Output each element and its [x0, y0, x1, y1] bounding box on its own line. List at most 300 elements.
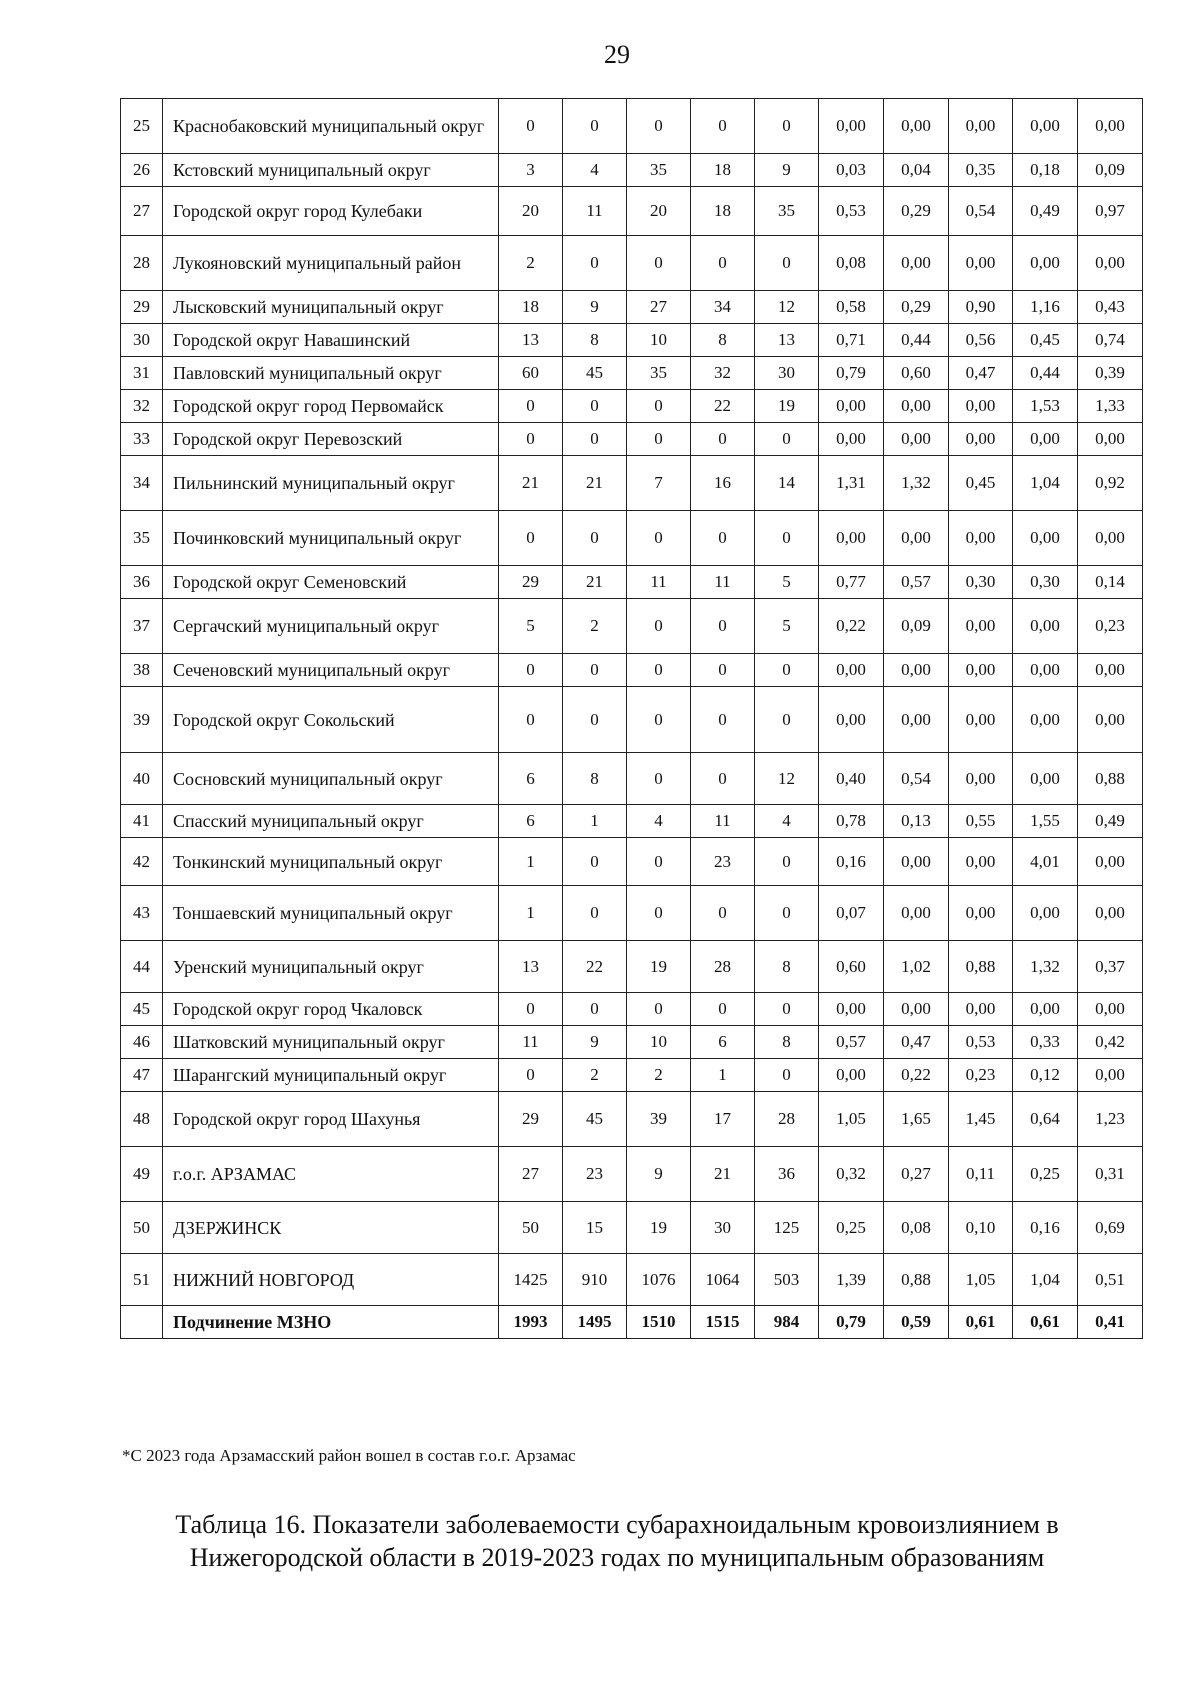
- incidence-rate-cell: 0,33: [1013, 1026, 1078, 1059]
- incidence-rate-cell: 0,53: [819, 187, 884, 236]
- page-number: 29: [604, 40, 630, 69]
- incidence-rate-cell: 0,00: [1078, 99, 1143, 154]
- case-count-cell: 23: [691, 838, 755, 886]
- municipality-name: Городской округ Перевозский: [163, 423, 499, 456]
- case-count-cell: 0: [755, 687, 819, 753]
- incidence-rate-cell: 0,40: [819, 753, 884, 805]
- table-row: [121, 423, 1143, 456]
- case-count-cell: 503: [755, 1254, 819, 1306]
- incidence-rate-cell: 0,00: [949, 423, 1013, 456]
- incidence-rate-cell: 0,07: [819, 886, 884, 941]
- case-count-cell: 0: [563, 236, 627, 291]
- incidence-rate-cell: 0,00: [1078, 236, 1143, 291]
- case-count-cell: 910: [563, 1254, 627, 1306]
- case-count-cell: 1: [563, 805, 627, 838]
- case-count-cell: 0: [499, 511, 563, 566]
- case-count-cell: 45: [563, 1092, 627, 1147]
- row-number: 37: [121, 599, 163, 654]
- incidence-rate-cell: 0,00: [1013, 654, 1078, 687]
- incidence-rate-cell: 0,30: [1013, 566, 1078, 599]
- incidence-rate-cell: 0,44: [884, 324, 949, 357]
- incidence-rate-cell: 0,41: [1078, 1306, 1143, 1339]
- case-count-cell: 36: [755, 1147, 819, 1202]
- case-count-cell: 0: [755, 993, 819, 1026]
- case-count-cell: 0: [563, 654, 627, 687]
- table-row: [121, 654, 1143, 687]
- case-count-cell: 1076: [627, 1254, 691, 1306]
- case-count-cell: 34: [691, 291, 755, 324]
- table-row: [121, 687, 1143, 753]
- case-count-cell: 18: [499, 291, 563, 324]
- case-count-cell: 9: [563, 291, 627, 324]
- incidence-rate-cell: 1,53: [1013, 390, 1078, 423]
- row-number: 29: [121, 291, 163, 324]
- row-number: 42: [121, 838, 163, 886]
- incidence-rate-cell: 0,71: [819, 324, 884, 357]
- incidence-rate-cell: 0,54: [884, 753, 949, 805]
- incidence-rate-cell: 0,00: [949, 687, 1013, 753]
- case-count-cell: 0: [627, 423, 691, 456]
- case-count-cell: 0: [499, 1059, 563, 1092]
- row-number: 50: [121, 1202, 163, 1254]
- table-row: [121, 993, 1143, 1026]
- row-number: 48: [121, 1092, 163, 1147]
- incidence-rate-cell: 0,00: [1013, 423, 1078, 456]
- case-count-cell: 0: [691, 687, 755, 753]
- row-number: 40: [121, 753, 163, 805]
- incidence-rate-cell: 0,18: [1013, 154, 1078, 187]
- row-number: 39: [121, 687, 163, 753]
- incidence-rate-cell: 0,22: [819, 599, 884, 654]
- case-count-cell: 1993: [499, 1306, 563, 1339]
- case-count-cell: 13: [499, 941, 563, 993]
- incidence-rate-cell: 0,00: [1013, 993, 1078, 1026]
- incidence-rate-cell: 0,00: [1013, 687, 1078, 753]
- case-count-cell: 14: [755, 456, 819, 511]
- case-count-cell: 4: [627, 805, 691, 838]
- incidence-rate-cell: 0,00: [1013, 511, 1078, 566]
- case-count-cell: 21: [499, 456, 563, 511]
- case-count-cell: 0: [691, 654, 755, 687]
- case-count-cell: 0: [563, 511, 627, 566]
- table-row: [121, 511, 1143, 566]
- incidence-rate-cell: 0,00: [1078, 687, 1143, 753]
- incidence-rate-cell: 0,00: [949, 99, 1013, 154]
- case-count-cell: 1: [499, 838, 563, 886]
- case-count-cell: 2: [563, 599, 627, 654]
- case-count-cell: 45: [563, 357, 627, 390]
- incidence-rate-cell: 0,00: [949, 654, 1013, 687]
- incidence-rate-cell: 0,00: [884, 687, 949, 753]
- table-row: [121, 599, 1143, 654]
- case-count-cell: 4: [563, 154, 627, 187]
- case-count-cell: 1064: [691, 1254, 755, 1306]
- case-count-cell: 0: [627, 886, 691, 941]
- incidence-rate-cell: 0,00: [884, 654, 949, 687]
- case-count-cell: 9: [627, 1147, 691, 1202]
- incidence-rate-cell: 1,33: [1078, 390, 1143, 423]
- case-count-cell: 0: [627, 236, 691, 291]
- incidence-rate-cell: 0,22: [884, 1059, 949, 1092]
- row-number: 45: [121, 993, 163, 1026]
- municipality-name: Подчинение МЗНО: [163, 1306, 499, 1339]
- case-count-cell: 12: [755, 753, 819, 805]
- row-number: 38: [121, 654, 163, 687]
- table-row: [121, 99, 1143, 154]
- incidence-rate-cell: 1,16: [1013, 291, 1078, 324]
- case-count-cell: 0: [691, 599, 755, 654]
- case-count-cell: 11: [691, 805, 755, 838]
- incidence-rate-cell: 0,00: [819, 423, 884, 456]
- case-count-cell: 0: [627, 654, 691, 687]
- incidence-rate-cell: 0,56: [949, 324, 1013, 357]
- case-count-cell: 1: [499, 886, 563, 941]
- table-row: [121, 1026, 1143, 1059]
- incidence-rate-cell: 0,35: [949, 154, 1013, 187]
- caption-line-2: Нижегородской области в 2019-2023 годах по муниципальным образованиям: [189, 1543, 1045, 1572]
- row-number: 30: [121, 324, 163, 357]
- incidence-rate-cell: 0,29: [884, 187, 949, 236]
- municipality-name: Кстовский муниципальный округ: [163, 154, 499, 187]
- incidence-rate-cell: 0,04: [884, 154, 949, 187]
- case-count-cell: 12: [755, 291, 819, 324]
- incidence-rate-cell: 0,88: [949, 941, 1013, 993]
- municipality-name: Городской округ город Первомайск: [163, 390, 499, 423]
- table-row: [121, 187, 1143, 236]
- municipality-name: Починковский муниципальный округ: [163, 511, 499, 566]
- case-count-cell: 1495: [563, 1306, 627, 1339]
- incidence-rate-cell: 0,88: [884, 1254, 949, 1306]
- row-number: 34: [121, 456, 163, 511]
- row-number: 35: [121, 511, 163, 566]
- row-number: 32: [121, 390, 163, 423]
- row-number: 36: [121, 566, 163, 599]
- municipality-name: Сосновский муниципальный округ: [163, 753, 499, 805]
- case-count-cell: 0: [755, 838, 819, 886]
- incidence-rate-cell: 0,10: [949, 1202, 1013, 1254]
- incidence-rate-cell: 0,92: [1078, 456, 1143, 511]
- incidence-rate-cell: 0,42: [1078, 1026, 1143, 1059]
- row-number: 47: [121, 1059, 163, 1092]
- incidence-rate-cell: 0,43: [1078, 291, 1143, 324]
- incidence-rate-cell: 0,00: [1013, 236, 1078, 291]
- incidence-rate-cell: 0,47: [949, 357, 1013, 390]
- incidence-rate-cell: 0,00: [1013, 99, 1078, 154]
- incidence-rate-cell: 0,79: [819, 1306, 884, 1339]
- case-count-cell: 0: [627, 99, 691, 154]
- case-count-cell: 22: [563, 941, 627, 993]
- case-count-cell: 6: [691, 1026, 755, 1059]
- incidence-rate-cell: 0,59: [884, 1306, 949, 1339]
- incidence-rate-cell: 0,55: [949, 805, 1013, 838]
- incidence-rate-cell: 0,00: [884, 993, 949, 1026]
- case-count-cell: 984: [755, 1306, 819, 1339]
- case-count-cell: 8: [755, 1026, 819, 1059]
- caption-line-1: Таблица 16. Показатели заболеваемости субарахноидальным кровоизлиянием в: [175, 1510, 1059, 1539]
- case-count-cell: 0: [499, 423, 563, 456]
- table-row: [121, 753, 1143, 805]
- incidence-rate-cell: 0,00: [819, 654, 884, 687]
- case-count-cell: 21: [563, 566, 627, 599]
- case-count-cell: 29: [499, 566, 563, 599]
- case-count-cell: 8: [563, 324, 627, 357]
- municipality-name: Сергачский муниципальный округ: [163, 599, 499, 654]
- case-count-cell: 0: [755, 236, 819, 291]
- footnote: *С 2023 года Арзамасский район вошел в состав г.о.г. Арзамас: [122, 1446, 576, 1465]
- incidence-rate-cell: 0,11: [949, 1147, 1013, 1202]
- incidence-rate-cell: 0,39: [1078, 357, 1143, 390]
- incidence-rate-cell: 1,55: [1013, 805, 1078, 838]
- case-count-cell: 0: [563, 99, 627, 154]
- incidence-rate-cell: 0,00: [1078, 886, 1143, 941]
- municipality-name: ДЗЕРЖИНСК: [163, 1202, 499, 1254]
- case-count-cell: 21: [691, 1147, 755, 1202]
- case-count-cell: 0: [499, 654, 563, 687]
- case-count-cell: 39: [627, 1092, 691, 1147]
- case-count-cell: 0: [627, 511, 691, 566]
- case-count-cell: 3: [499, 154, 563, 187]
- incidence-rate-cell: 0,25: [1013, 1147, 1078, 1202]
- incidence-rate-cell: 0,00: [949, 838, 1013, 886]
- case-count-cell: 0: [627, 838, 691, 886]
- incidence-rate-cell: 0,00: [1078, 1059, 1143, 1092]
- incidence-rate-cell: 0,12: [1013, 1059, 1078, 1092]
- incidence-rate-cell: 1,32: [1013, 941, 1078, 993]
- case-count-cell: 0: [691, 753, 755, 805]
- incidence-rate-cell: 0,90: [949, 291, 1013, 324]
- row-number: 41: [121, 805, 163, 838]
- row-number: 33: [121, 423, 163, 456]
- incidence-rate-cell: 0,29: [884, 291, 949, 324]
- incidence-rate-cell: 0,60: [884, 357, 949, 390]
- incidence-rate-cell: 0,00: [949, 599, 1013, 654]
- municipality-name: Шатковский муниципальный округ: [163, 1026, 499, 1059]
- incidence-rate-cell: 0,00: [1013, 599, 1078, 654]
- incidence-rate-cell: 0,13: [884, 805, 949, 838]
- incidence-rate-cell: 1,02: [884, 941, 949, 993]
- case-count-cell: 0: [499, 687, 563, 753]
- incidence-rate-cell: 0,00: [1078, 654, 1143, 687]
- incidence-rate-cell: 0,53: [949, 1026, 1013, 1059]
- municipality-name: Городской округ город Чкаловск: [163, 993, 499, 1026]
- incidence-rate-cell: 0,49: [1078, 805, 1143, 838]
- municipality-name: Тонкинский муниципальный округ: [163, 838, 499, 886]
- case-count-cell: 19: [755, 390, 819, 423]
- municipality-name: Лукояновский муниципальный район: [163, 236, 499, 291]
- case-count-cell: 2: [563, 1059, 627, 1092]
- incidence-rate-cell: 0,00: [949, 993, 1013, 1026]
- row-number: 43: [121, 886, 163, 941]
- incidence-rate-cell: 4,01: [1013, 838, 1078, 886]
- table-row: [121, 1254, 1143, 1306]
- case-count-cell: 8: [691, 324, 755, 357]
- case-count-cell: 35: [755, 187, 819, 236]
- incidence-rate-cell: 0,61: [949, 1306, 1013, 1339]
- case-count-cell: 5: [499, 599, 563, 654]
- case-count-cell: 0: [563, 390, 627, 423]
- incidence-rate-cell: 0,00: [949, 390, 1013, 423]
- case-count-cell: 27: [499, 1147, 563, 1202]
- case-count-cell: 11: [499, 1026, 563, 1059]
- case-count-cell: 0: [627, 687, 691, 753]
- case-count-cell: 0: [755, 511, 819, 566]
- case-count-cell: 0: [563, 423, 627, 456]
- incidence-rate-cell: 0,32: [819, 1147, 884, 1202]
- incidence-rate-cell: 0,00: [884, 511, 949, 566]
- case-count-cell: 19: [627, 941, 691, 993]
- case-count-cell: 13: [499, 324, 563, 357]
- incidence-rate-cell: 0,00: [1078, 511, 1143, 566]
- incidence-rate-cell: 0,00: [884, 236, 949, 291]
- case-count-cell: 8: [563, 753, 627, 805]
- incidence-rate-cell: 0,00: [819, 390, 884, 423]
- table-row: [121, 886, 1143, 941]
- municipality-name: г.о.г. АРЗАМАС: [163, 1147, 499, 1202]
- incidence-rate-cell: 1,32: [884, 456, 949, 511]
- municipality-name: Городской округ Сокольский: [163, 687, 499, 753]
- incidence-rate-cell: 0,58: [819, 291, 884, 324]
- incidence-rate-cell: 0,60: [819, 941, 884, 993]
- incidence-rate-cell: 0,51: [1078, 1254, 1143, 1306]
- case-count-cell: 0: [691, 886, 755, 941]
- incidence-rate-cell: 1,05: [949, 1254, 1013, 1306]
- incidence-rate-cell: 1,45: [949, 1092, 1013, 1147]
- incidence-rate-cell: 1,04: [1013, 1254, 1078, 1306]
- incidence-rate-cell: 0,78: [819, 805, 884, 838]
- row-number: [121, 1306, 163, 1339]
- incidence-rate-cell: 0,49: [1013, 187, 1078, 236]
- table-row: [121, 456, 1143, 511]
- municipality-name: Краснобаковский муниципальный округ: [163, 99, 499, 154]
- row-number: 44: [121, 941, 163, 993]
- case-count-cell: 1510: [627, 1306, 691, 1339]
- case-count-cell: 10: [627, 324, 691, 357]
- case-count-cell: 8: [755, 941, 819, 993]
- row-number: 46: [121, 1026, 163, 1059]
- case-count-cell: 125: [755, 1202, 819, 1254]
- case-count-cell: 6: [499, 805, 563, 838]
- case-count-cell: 29: [499, 1092, 563, 1147]
- case-count-cell: 0: [499, 993, 563, 1026]
- incidence-rate-cell: 0,88: [1078, 753, 1143, 805]
- case-count-cell: 0: [755, 1059, 819, 1092]
- incidence-rate-cell: 0,00: [819, 993, 884, 1026]
- table-row: [121, 1059, 1143, 1092]
- table-row: [121, 390, 1143, 423]
- row-number: 51: [121, 1254, 163, 1306]
- table-row: [121, 941, 1143, 993]
- row-number: 25: [121, 99, 163, 154]
- municipality-name: Городской округ Навашинский: [163, 324, 499, 357]
- case-count-cell: 0: [499, 390, 563, 423]
- incidence-rate-cell: 0,00: [949, 886, 1013, 941]
- municipality-name: Шарангский муниципальный округ: [163, 1059, 499, 1092]
- incidence-rate-cell: 0,47: [884, 1026, 949, 1059]
- row-number: 26: [121, 154, 163, 187]
- incidence-rate-cell: 0,00: [884, 390, 949, 423]
- table-row: [121, 805, 1143, 838]
- case-count-cell: 13: [755, 324, 819, 357]
- case-count-cell: 0: [563, 687, 627, 753]
- incidence-rate-cell: 0,57: [884, 566, 949, 599]
- case-count-cell: 0: [563, 886, 627, 941]
- incidence-rate-cell: 0,00: [949, 236, 1013, 291]
- table-caption: [100, 1508, 1134, 1574]
- case-count-cell: 0: [627, 390, 691, 423]
- incidence-rate-cell: 0,00: [949, 511, 1013, 566]
- case-count-cell: 23: [563, 1147, 627, 1202]
- incidence-rate-cell: 0,27: [884, 1147, 949, 1202]
- incidence-rate-cell: 0,44: [1013, 357, 1078, 390]
- table-row: [121, 1147, 1143, 1202]
- case-count-cell: 21: [563, 456, 627, 511]
- incidence-rate-cell: 0,23: [949, 1059, 1013, 1092]
- case-count-cell: 18: [691, 187, 755, 236]
- case-count-cell: 0: [563, 993, 627, 1026]
- municipality-name: Сеченовский муниципальный округ: [163, 654, 499, 687]
- case-count-cell: 11: [691, 566, 755, 599]
- incidence-rate-cell: 0,00: [819, 1059, 884, 1092]
- case-count-cell: 0: [691, 99, 755, 154]
- case-count-cell: 60: [499, 357, 563, 390]
- municipality-name: НИЖНИЙ НОВГОРОД: [163, 1254, 499, 1306]
- incidence-rate-cell: 0,16: [1013, 1202, 1078, 1254]
- incidence-rate-cell: 0,77: [819, 566, 884, 599]
- case-count-cell: 50: [499, 1202, 563, 1254]
- case-count-cell: 11: [627, 566, 691, 599]
- case-count-cell: 30: [691, 1202, 755, 1254]
- row-number: 49: [121, 1147, 163, 1202]
- case-count-cell: 0: [627, 753, 691, 805]
- case-count-cell: 5: [755, 599, 819, 654]
- incidence-rate-cell: 0,00: [1078, 423, 1143, 456]
- case-count-cell: 28: [691, 941, 755, 993]
- municipality-name: Уренский муниципальный округ: [163, 941, 499, 993]
- municipality-name: Городской округ город Кулебаки: [163, 187, 499, 236]
- case-count-cell: 7: [627, 456, 691, 511]
- incidence-rate-cell: 1,23: [1078, 1092, 1143, 1147]
- incidence-rate-cell: 0,61: [1013, 1306, 1078, 1339]
- incidence-rate-cell: 0,09: [1078, 154, 1143, 187]
- table-body: [121, 99, 1143, 1339]
- case-count-cell: 0: [627, 993, 691, 1026]
- case-count-cell: 0: [499, 99, 563, 154]
- incidence-rate-cell: 0,69: [1078, 1202, 1143, 1254]
- case-count-cell: 10: [627, 1026, 691, 1059]
- incidence-rate-cell: 0,08: [819, 236, 884, 291]
- incidence-rate-cell: 0,23: [1078, 599, 1143, 654]
- case-count-cell: 20: [499, 187, 563, 236]
- table-row: [121, 154, 1143, 187]
- row-number: 27: [121, 187, 163, 236]
- case-count-cell: 6: [499, 753, 563, 805]
- case-count-cell: 0: [755, 654, 819, 687]
- table-row: [121, 1092, 1143, 1147]
- row-number: 28: [121, 236, 163, 291]
- case-count-cell: 32: [691, 357, 755, 390]
- incidence-rate-cell: 0,00: [819, 99, 884, 154]
- incidence-rate-cell: 0,30: [949, 566, 1013, 599]
- case-count-cell: 20: [627, 187, 691, 236]
- incidence-rate-cell: 0,37: [1078, 941, 1143, 993]
- incidence-rate-cell: 0,97: [1078, 187, 1143, 236]
- case-count-cell: 2: [499, 236, 563, 291]
- case-count-cell: 5: [755, 566, 819, 599]
- case-count-cell: 28: [755, 1092, 819, 1147]
- case-count-cell: 9: [563, 1026, 627, 1059]
- total-row: [121, 1306, 1143, 1339]
- case-count-cell: 16: [691, 456, 755, 511]
